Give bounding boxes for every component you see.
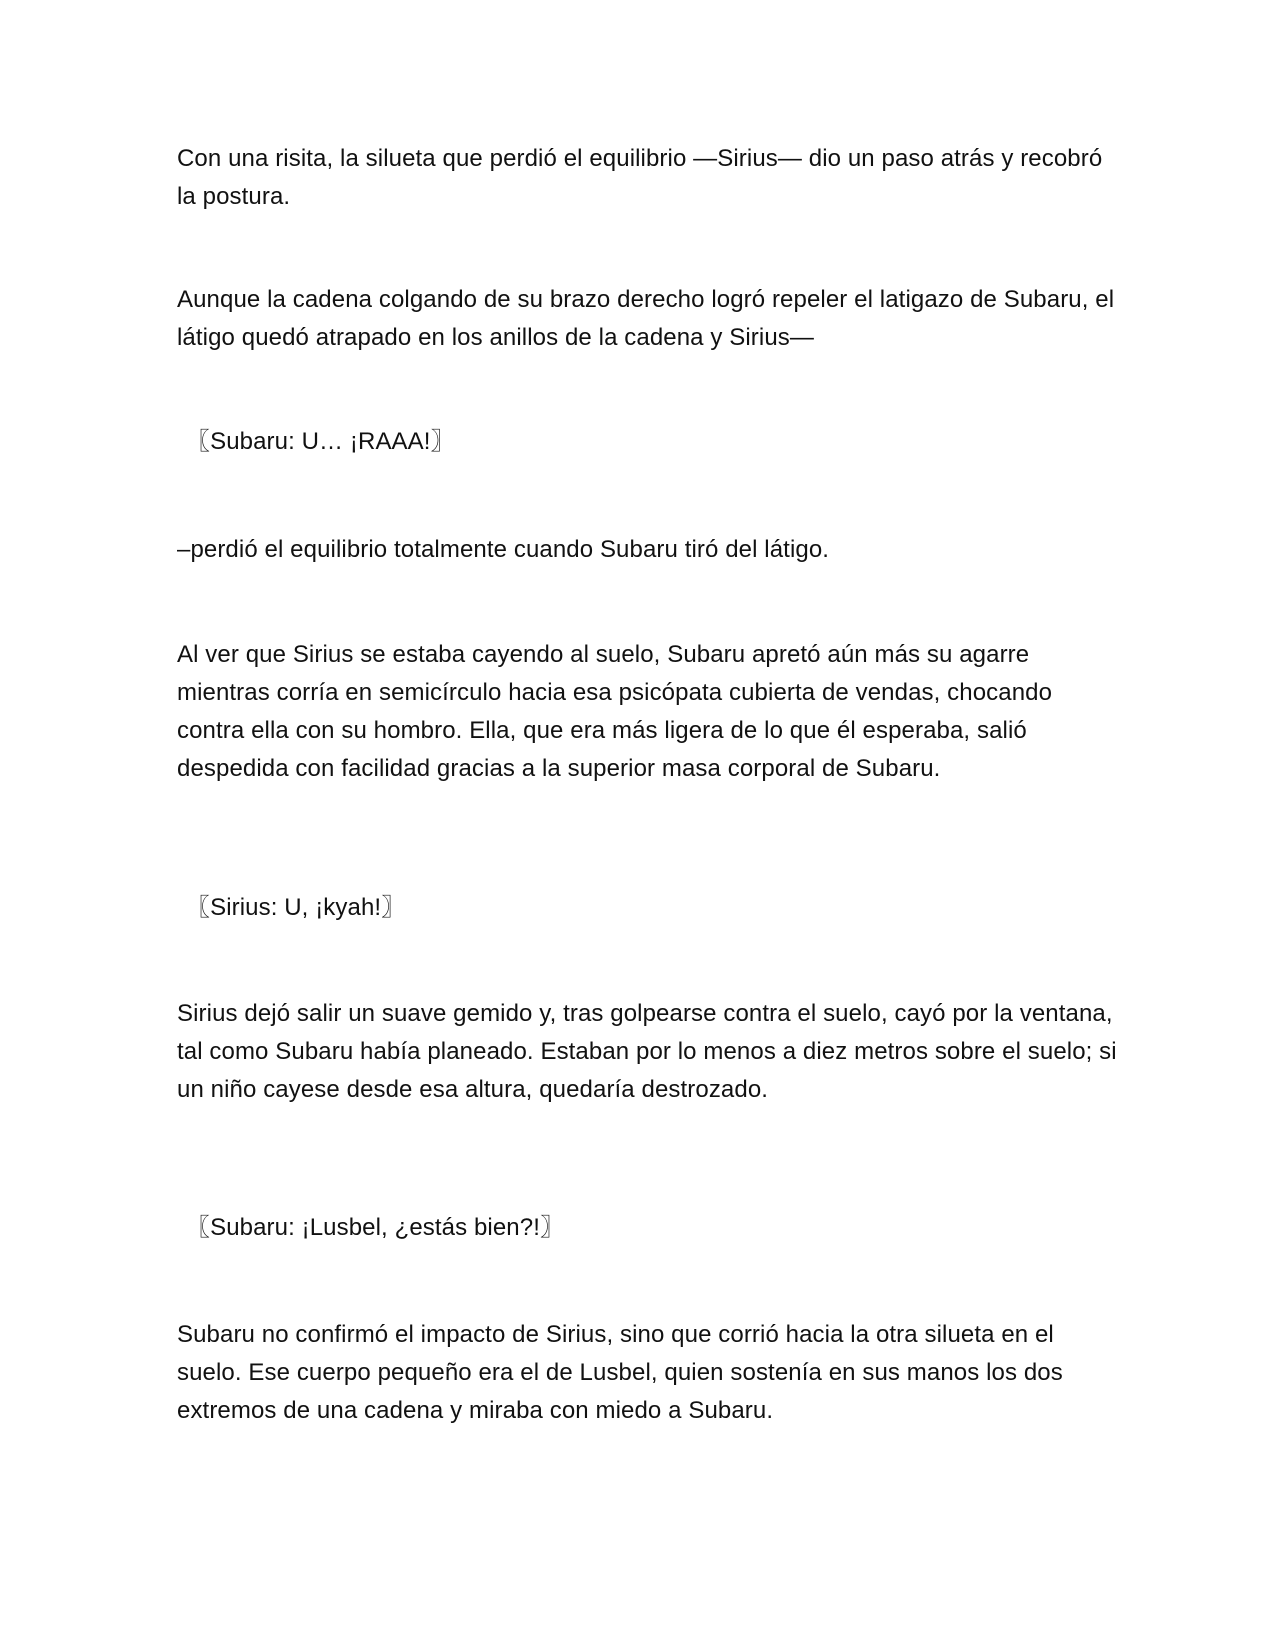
dialogue-subaru-lusbel: 〖Subaru: ¡Lusbel, ¿estás bien?!〗 — [186, 1214, 565, 1241]
paragraph-lost-balance: –perdió el equilibrio totalmente cuando Subaru tiró del látigo. — [177, 536, 830, 563]
paragraph-window-fall: Sirius dejó salir un suave gemido y, tras golpearse contra el suelo, cayó por la ventana, tal como Subaru había planeado. Estaban por lo menos a diez metros sobre el suelo; si un niño cayese desde esa altura, quedaría destrozado. — [177, 1000, 1117, 1103]
paragraph-chain-whip: Aunque la cadena colgando de su brazo derecho logró repeler el latigazo de Subaru, el látigo quedó atrapado en los anillos de la cadena y Sirius— — [177, 286, 1115, 351]
paragraph-shoulder-charge: Al ver que Sirius se estaba cayendo al suelo, Subaru apretó aún más su agarre mientras corría en semicírculo hacia esa psicópata cubierta de vendas, chocando contra ella con su hombro. Ella, que era más ligera de lo que él esperaba, salió despedida con facilidad gracias a la superior masa corporal de Subaru. — [177, 641, 1053, 782]
paragraph-sirius-recovers: Con una risita, la silueta que perdió el equilibrio —Sirius— dio un paso atrás y recobró la postura. — [177, 145, 1103, 210]
dialogue-subaru-raaa: 〖Subaru: U… ¡RAAA!〗 — [186, 428, 455, 455]
dialogue-sirius-kyah: 〖Sirius: U, ¡kyah!〗 — [186, 894, 406, 921]
paragraph-lusbel-chain: Subaru no confirmó el impacto de Sirius, sino que corrió hacia la otra silueta en el suelo. Ese cuerpo pequeño era el de Lusbel, quien sostenía en sus manos los dos extremos de una cadena y miraba con miedo a Subaru. — [177, 1321, 1063, 1424]
